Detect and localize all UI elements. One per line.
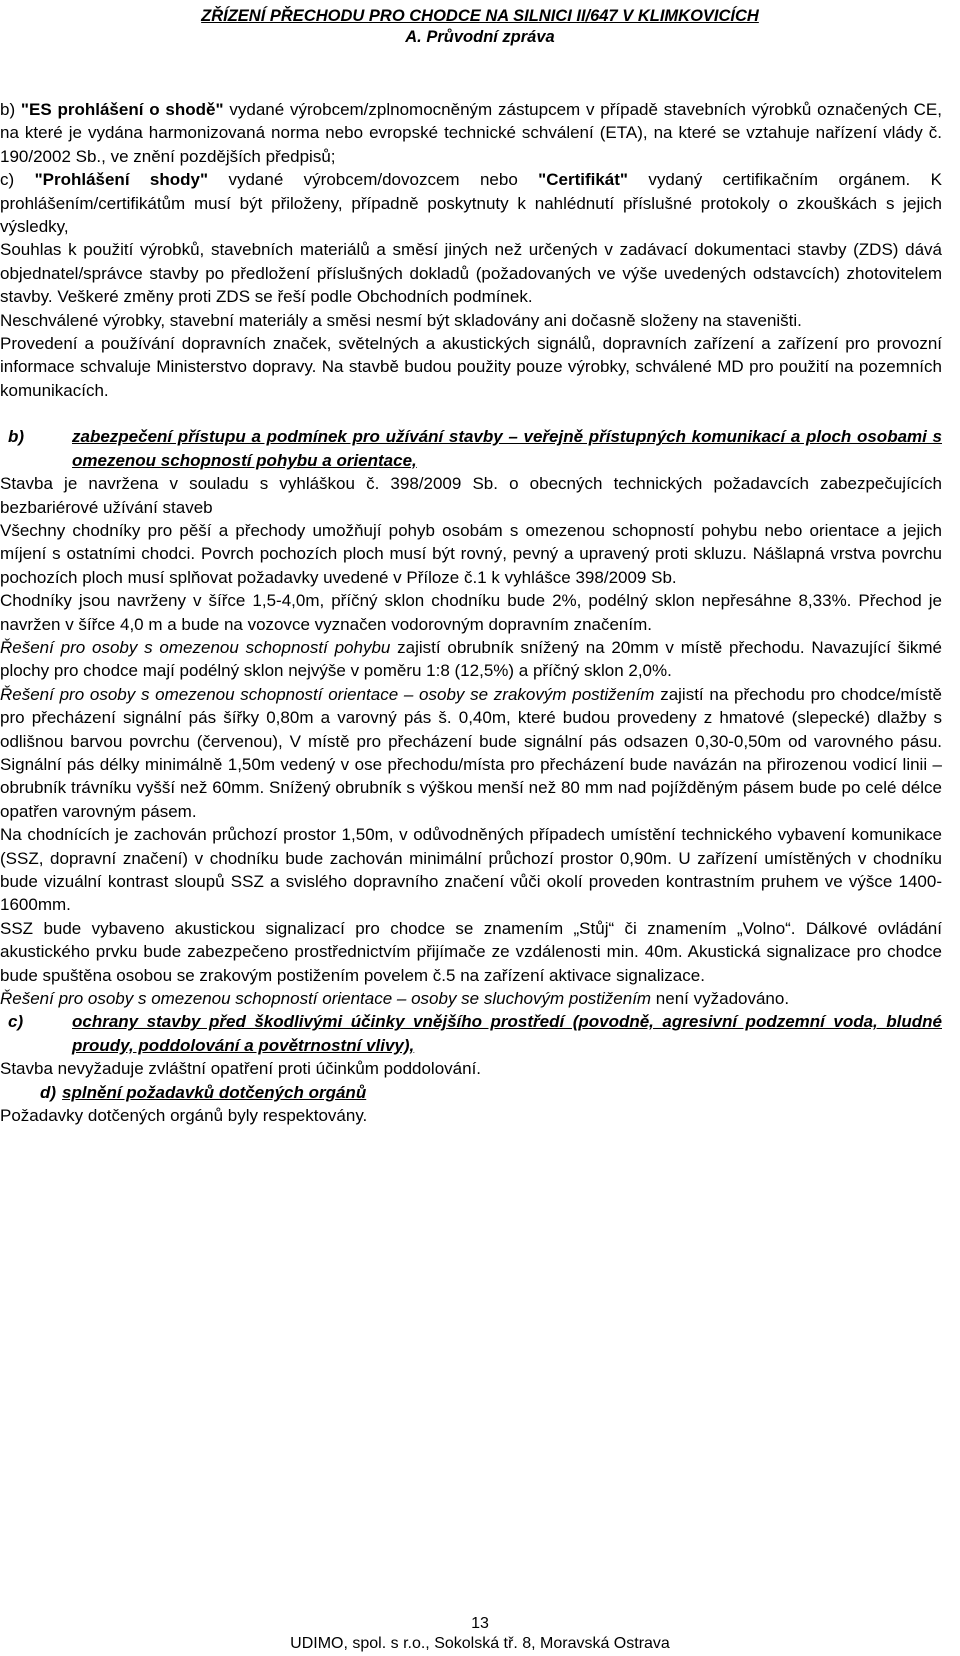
protocols-text: K prohlášením/certifikátům musí být přiloženy, případně poskytnuty k nahlédnutí příslušné protokoly o zkouškách s jejich výsledky, — [0, 170, 942, 237]
spacer — [0, 402, 942, 425]
paragraph-signs: Provedení a používání dopravních značek, světelných a akustických signálů, dopravních zařízení a zařízení pro provozní informace schvaluje Ministerstvo dopravy. Na stavbě budou použity pouze výrobky, schválené MD pro použití na pozemních komunikacích. — [0, 334, 942, 400]
section-letter: b) — [8, 427, 25, 447]
header-subtitle: A. Průvodní zpráva — [405, 28, 555, 46]
paragraph-visual-impairment — [0, 683, 942, 823]
mobility-term: Řešení pro osoby s omezenou schopností pohybu — [0, 637, 391, 657]
visual-term: Řešení pro osoby s omezenou schopností orientace – osoby se zrakovým postižením — [0, 684, 655, 704]
conformity-text-end: vydaný certifikačním orgánem. — [627, 170, 911, 190]
section-title: zabezpečení přístupu a podmínek pro užívání stavby – veřejně přístupných komunikací a ploch osobami s omezenou schopností pohybu a orientace, — [72, 427, 942, 470]
section-heading-b — [0, 425, 942, 472]
footer-company: UDIMO, spol. s r.o., Sokolská tř. 8, Moravská Ostrava — [290, 1635, 670, 1652]
paragraph-hearing-impairment — [0, 987, 942, 1010]
paragraph-es-declaration — [0, 98, 942, 168]
paragraph-acoustic: SSZ bude vybaveno akustickou signalizací pro chodce se znamením „Stůj“ či znamením „Volno“. Dálkové ovládání akustického prvku bude zabezpečeno prostřednictvím přijímače ze vzdálenosti min. 40m. Akustická signalizace pro chodce bude spuštěna osobou se zrakovým postižením povelem č.5 na zařízení aktivace signalizace. — [0, 918, 942, 985]
conformity-declaration-term: "Prohlášení shody" — [34, 170, 209, 190]
document-body — [0, 98, 942, 1127]
paragraph-decree: Stavba je navržena v souladu s vyhláškou č. 398/2009 Sb. o obecných technických požadavcích zabezpečujících bezbariérové užívání staveb — [0, 474, 942, 517]
paragraph-mobility — [0, 636, 942, 683]
certificate-term: "Certifikát" — [538, 170, 628, 190]
section-letter: c) — [8, 1012, 24, 1032]
visual-text: zajistí na přechodu pro chodce/místě pro přecházení signální pás šířky 0,80m a varovný pás š. 0,40m, které budou provedeny z hmatové (slepecké) dlažby s odlišnou barvou povrchu (červenou), V místě pro přecházení bude signální pás odsazen 0,30-0,50m od varovného pásu. Signální pás délky minimálně 1,50m vedený v ose přechodu/místa pro přecházení bude navázán na přirozenou vodicí linii – obrubník trávníku vyšší než 60mm. Snížený obrubník s výškou menší než 80 mm nad pojížděným pásem bude po celé délce opatřen varovným pásem. — [0, 684, 942, 821]
section-title: splnění požadavků dotčených orgánů — [62, 1082, 367, 1102]
mobility-text: zajistí obrubník snížený na 20mm v místě přechodu. Navazující šikmé plochy pro chodce mají podélný sklon nejvýše v poměru 1:8 (12,5%) a příčný sklon 2,0%. — [0, 637, 942, 681]
page-header — [0, 6, 960, 48]
hearing-text: není vyžadováno. — [651, 989, 790, 1009]
paragraph-authorities: Požadavky dotčených orgánů byly respektovány. — [0, 1106, 368, 1126]
section-title: ochrany stavby před škodlivými účinky vnějšího prostředí (povodně, agresivní podzemní voda, bludné proudy, poddolování a povětrnostní vlivy), — [72, 1012, 942, 1055]
paragraph-unapproved: Neschválené výrobky, stavební materiály a směsi nesmí být skladovány ani dočasně složeny na staveništi. — [0, 310, 802, 330]
hearing-term: Řešení pro osoby s omezenou schopností orientace – osoby se sluchovým postižením — [0, 989, 652, 1009]
page-number: 13 — [471, 1615, 489, 1632]
section-letter: d) — [40, 1082, 57, 1102]
conformity-text: vydané výrobcem/dovozcem nebo — [208, 170, 539, 190]
paragraph-undermining: Stavba nevyžaduje zvláštní opatření proti účinkům poddolování. — [0, 1059, 482, 1079]
paragraph-sidewalks: Všechny chodníky pro pěší a přechody umožňují pohyb osobám s omezenou schopností pohybu nebo orientace a jejich míjení s ostatními chodci. Povrch pochozích ploch musí být rovný, pevný a upravený proti skluzu. Nášlapná vrstva povrchu pochozích ploch musí splňovat požadavky uvedené v Příloze č.1 k vyhlášce 398/2009 Sb. — [0, 520, 942, 587]
paragraph-dimensions: Chodníky jsou navrženy v šířce 1,5-4,0m, příčný sklon chodníku bude 2%, podélný sklon nepřesáhne 8,33%. Přechod je navržen v šířce 4,0 m a bude na vozovce vyznačen vodorovným dopravním značením. — [0, 591, 942, 634]
paragraph-consent: Souhlas k použití výrobků, stavebních materiálů a směsí jiných než určených v zadávací dokumentaci stavby (ZDS) dává objednatel/správce stavby po předložení příslušných dokladů (požadovaných ve výše uvedených odstavcích) zhotovitelem stavby. Veškeré změny proti ZDS se řeší podle Obchodních podmínek. — [0, 240, 942, 307]
header-title: ZŘÍZENÍ PŘECHODU PRO CHODCE NA SILNICI II/647 V KLIMKOVICÍCH — [201, 7, 759, 25]
paragraph-clearance: Na chodnících je zachován průchozí prostor 1,50m, v odůvodněných případech umístění technického vybavení komunikace (SSZ, dopravní značení) v chodníku bude zachován minimální průchozí prostor 0,90m. U zařízení umístěných v chodníku bude vizuální kontrast sloupů SSZ a svislého dopravního značení vůči okolí proveden kontrastním pruhem ve výšce 1400-1600mm. — [0, 825, 942, 915]
list-marker: c) — [0, 170, 35, 190]
section-heading-c — [0, 1010, 942, 1057]
page-footer — [0, 1614, 960, 1654]
es-declaration-term: "ES prohlášení o shodě" — [20, 100, 224, 119]
paragraph-conformity-declaration — [0, 168, 942, 238]
es-declaration-text: vydané výrobcem/zplnomocněným zástupcem v případě stavebních výrobků označených CE, na které je vydána harmonizovaná norma nebo evropské technické schválení (ETA), na které se vztahuje nařízení vlády č. 190/2002 Sb., ve znění pozdějších předpisů; — [0, 100, 942, 166]
section-heading-d — [0, 1081, 942, 1104]
list-marker: b) — [0, 100, 21, 119]
